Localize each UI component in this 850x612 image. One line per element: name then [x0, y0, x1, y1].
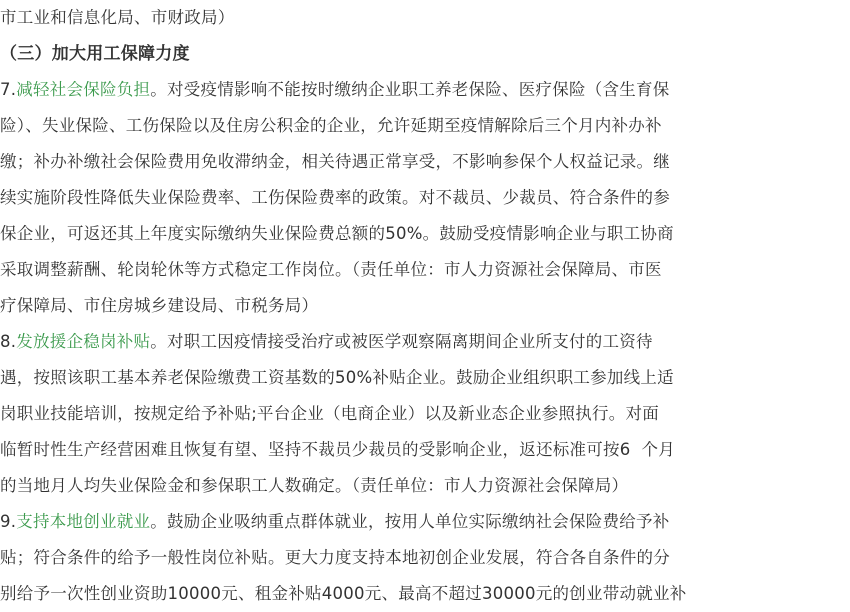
section-heading: [0, 39, 850, 69]
item-9-line-2: [0, 543, 850, 573]
item-8-line-3: [0, 399, 850, 429]
text-segment: 。对受疫情影响不能按时缴纳企业职工养老保险、医疗保险（含生育保: [150, 80, 670, 99]
item-7-line-7: [0, 291, 850, 321]
highlighted-title: 发放援企稳岗补贴: [16, 332, 151, 351]
text-segment: 缴；补办补缴社会保险费用免收滞纳金，相关待遇正常享受，不影响参保个人权益记录。继: [0, 152, 670, 171]
text-segment: 8.: [0, 332, 17, 351]
text-segment: 险）、失业保险、工伤保险以及住房公积金的企业，允许延期至疫情解除后三个月内补办补: [0, 116, 662, 135]
item-7-line-6: [0, 255, 850, 285]
item-7-line-2: [0, 111, 850, 141]
text-segment: 遇，按照该职工基本养老保险缴费工资基数的50%补贴企业。鼓励企业组织职工参加线上适: [0, 368, 674, 387]
text-segment: 采取调整薪酬、轮岗轮休等方式稳定工作岗位。（责任单位：市人力资源社会保障局、市医: [0, 260, 662, 279]
highlighted-title: 减轻社会保险负担: [16, 80, 151, 99]
text-segment: 7.: [0, 80, 17, 99]
text-segment: 市工业和信息化局、市财政局）: [0, 8, 235, 27]
item-9-line-1: [0, 507, 850, 537]
text-segment: 保企业，可返还其上年度实际缴纳失业保险费总额的50%。鼓励受疫情影响企业与职工协商: [0, 224, 674, 243]
text-segment: 临暂时性生产经营困难且恢复有望、坚持不裁员少裁员的受影响企业，返还标准可按6 个月: [0, 440, 675, 459]
text-segment: 岗职业技能培训，按规定给予补贴;平台企业（电商企业）以及新业态企业参照执行。对面: [0, 404, 660, 423]
text-segment: 。对职工因疫情接受治疗或被医学观察隔离期间企业所支付的工资待: [150, 332, 653, 351]
text-segment: 9.: [0, 512, 17, 531]
text-segment: 别给予一次性创业资助10000元、租金补贴4000元、最高不超过30000元的创业带动就业补: [0, 584, 687, 603]
item-9-line-3: [0, 579, 850, 609]
text-segment: 疗保障局、市住房城乡建设局、市税务局）: [0, 296, 319, 315]
text-line-1: [0, 3, 850, 33]
text-segment: （三）加大用工保障力度: [0, 44, 190, 64]
text-segment: 续实施阶段性降低失业保险费率、工伤保险费率的政策。对不裁员、少裁员、符合条件的参: [0, 188, 670, 207]
item-7-line-1: [0, 75, 850, 105]
item-7-line-5: [0, 219, 850, 249]
text-segment: 的当地月人均失业保险金和参保职工人数确定。（责任单位：市人力资源社会保障局）: [0, 476, 629, 495]
item-8-line-5: [0, 471, 850, 501]
item-8-line-4: [0, 435, 850, 465]
text-segment: 贴；符合条件的给予一般性岗位补贴。更大力度支持本地初创企业发展，符合各自条件的分: [0, 548, 670, 567]
item-7-line-3: [0, 147, 850, 177]
item-7-line-4: [0, 183, 850, 213]
highlighted-title: 支持本地创业就业: [16, 512, 151, 531]
text-segment: 。鼓励企业吸纳重点群体就业，按用人单位实际缴纳社会保险费给予补: [150, 512, 670, 531]
item-8-line-1: [0, 327, 850, 357]
item-8-line-2: [0, 363, 850, 393]
